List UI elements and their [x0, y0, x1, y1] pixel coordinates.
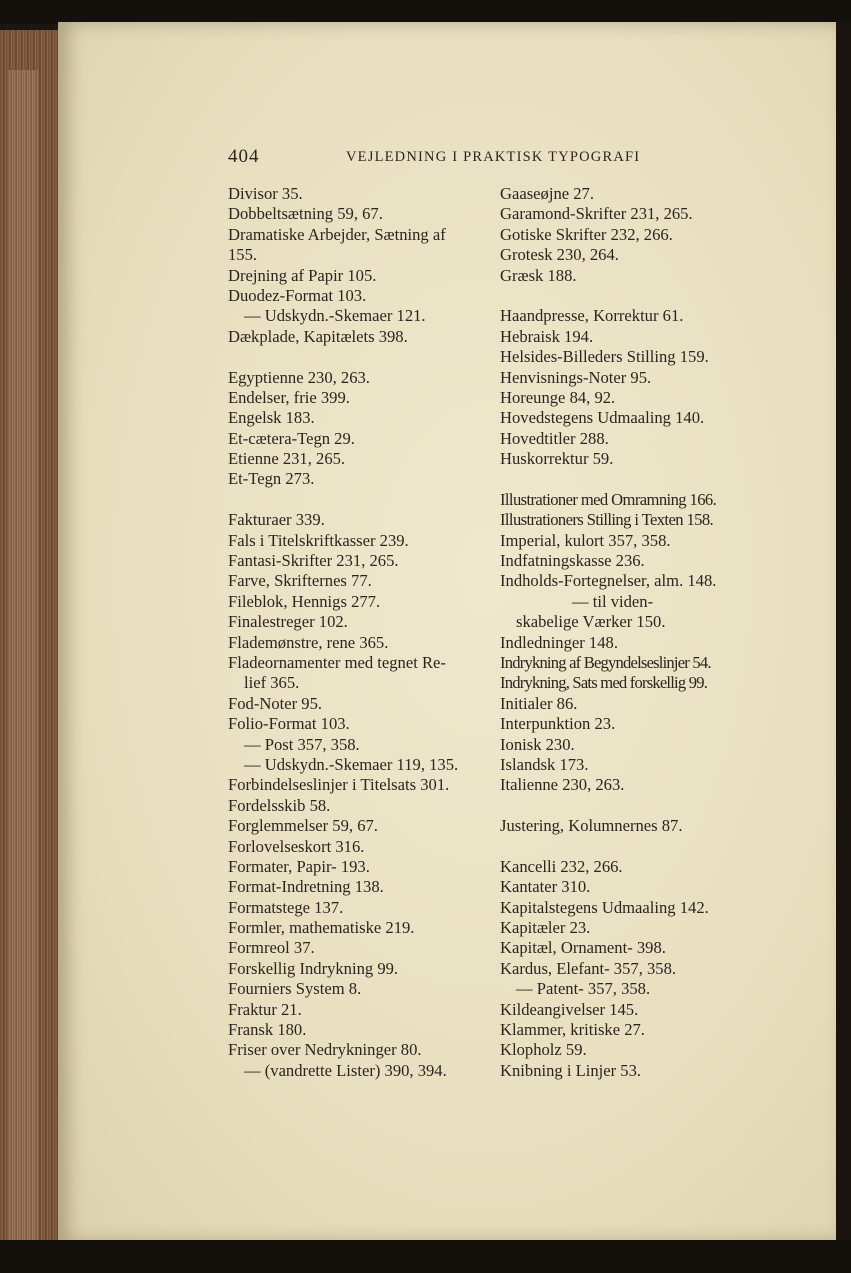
index-entry: Indrykning af Begyndelseslinjer 54. — [500, 652, 711, 672]
section-gap — [228, 347, 483, 367]
section-gap — [500, 469, 755, 489]
index-entry: Kapitæler 23. — [500, 918, 591, 938]
index-subentry: — Patent- 357, 358. — [516, 979, 651, 999]
index-entry: Fraktur 21. — [228, 999, 302, 1019]
index-entry: Forskellig Indrykning 99. — [228, 958, 399, 978]
index-entry: Italienne 230, 263. — [500, 775, 625, 795]
index-entry: Fileblok, Hennigs 277. — [228, 591, 381, 611]
index-entry: Dobbeltsætning 59, 67. — [228, 204, 383, 224]
index-entry: Farve, Skrifternes 77. — [228, 571, 372, 591]
index-entry: Duodez-Format 103. — [228, 285, 367, 305]
index-entry: Flademønstre, rene 365. — [228, 632, 389, 652]
section-gap — [228, 490, 483, 510]
index-entry: Islandsk 173. — [500, 754, 589, 774]
index-entry: Formater, Papir- 193. — [228, 856, 370, 876]
index-entry: Knibning i Linjer 53. — [500, 1060, 642, 1080]
index-entry: Fantasi-Skrifter 231, 265. — [228, 551, 399, 571]
index-column-right — [500, 184, 755, 1081]
index-entry: Gaaseøjne 27. — [500, 184, 594, 203]
index-entry: Etienne 231, 265. — [228, 449, 346, 469]
index-entry: Forlovelseskort 316. — [228, 836, 365, 856]
index-entry: Imperial, kulort 357, 358. — [500, 530, 671, 550]
index-entry: Et-cætera-Tegn 29. — [228, 428, 355, 448]
index-subentry: — Udskydn.-Skemaer 119, 135. — [244, 754, 459, 774]
index-entry: Finalestreger 102. — [228, 612, 348, 632]
index-entry: Fordelsskib 58. — [228, 795, 331, 815]
index-subentry: — til viden- — [572, 591, 654, 611]
index-entry: Dækplade, Kapitælets 398. — [228, 326, 408, 346]
index-entry: Kantater 310. — [500, 877, 591, 897]
index-entry: Formatstege 137. — [228, 897, 344, 917]
section-gap — [500, 286, 755, 306]
index-entry: Hebraisk 194. — [500, 326, 594, 346]
index-entry: Klammer, kritiske 27. — [500, 1020, 645, 1040]
section-gap — [500, 837, 755, 857]
index-entry: Endelser, frie 399. — [228, 387, 350, 407]
book-page-edges — [0, 30, 62, 1250]
index-entry: Horeunge 84, 92. — [500, 387, 616, 407]
index-entry: Ionisk 230. — [500, 734, 575, 754]
index-entry-continuation: skabelige Værker 150. — [516, 612, 666, 632]
index-entry: Divisor 35. — [228, 184, 303, 203]
index-entry: Initialer 86. — [500, 693, 578, 713]
index-entry: Et-Tegn 273. — [228, 469, 315, 489]
index-entry: Illustrationer med Omramning 166. — [500, 489, 717, 509]
index-subentry: — (vandrette Lister) 390, 394. — [244, 1060, 447, 1080]
index-entry: Hovedtitler 288. — [500, 428, 609, 448]
index-entry: Drejning af Papir 105. — [228, 265, 377, 285]
index-subentry: — Udskydn.-Skemaer 121. — [244, 306, 426, 326]
index-column-left — [228, 184, 483, 1081]
index-entry: Fakturaer 339. — [228, 510, 325, 530]
index-entry: Kapitæl, Ornament- 398. — [500, 938, 666, 958]
bottom-background — [0, 1240, 851, 1273]
index-entry: Huskorrektur 59. — [500, 449, 614, 469]
index-entry-continuation: lief 365. — [244, 673, 300, 693]
index-entry: Grotesk 230, 264. — [500, 245, 619, 265]
index-entry: Format-Indretning 138. — [228, 877, 384, 897]
index-entry: Justering, Kolumnernes 87. — [500, 816, 683, 836]
top-background — [0, 0, 851, 24]
index-entry: Fals i Titelskriftkasser 239. — [228, 530, 409, 550]
index-entry: Gotiske Skrifter 232, 266. — [500, 224, 673, 244]
index-entry: Indfatningskasse 236. — [500, 551, 645, 571]
index-subentry: — Post 357, 358. — [244, 734, 360, 754]
index-entry: Dramatiske Arbejder, Sætning af — [228, 224, 446, 244]
index-entry: Kildeangivelser 145. — [500, 999, 639, 1019]
page-number: 404 — [228, 146, 260, 167]
index-entry: Græsk 188. — [500, 265, 577, 285]
index-entry: Garamond-Skrifter 231, 265. — [500, 204, 693, 224]
index-entry: Illustrationers Stilling i Texten 158. — [500, 510, 714, 530]
index-entry: Friser over Nedrykninger 80. — [228, 1040, 422, 1060]
index-entry: Formler, mathematiske 219. — [228, 918, 415, 938]
index-entry: Forbindelseslinjer i Titelsats 301. — [228, 775, 450, 795]
page-header — [228, 146, 748, 170]
index-entry: Fladeornamenter med tegnet Re- — [228, 652, 446, 672]
section-gap — [500, 796, 755, 816]
index-entry: Indledninger 148. — [500, 632, 618, 652]
index-entry: Haandpresse, Korrektur 61. — [500, 306, 684, 326]
index-entry: Indrykning, Sats med forskellig 99. — [500, 673, 708, 693]
index-entry: Helsides-Billeders Stilling 159. — [500, 347, 709, 367]
index-entry: Formreol 37. — [228, 938, 315, 958]
index-entry: Fourniers System 8. — [228, 979, 362, 999]
index-entry: Forglemmelser 59, 67. — [228, 816, 378, 836]
index-entry: Engelsk 183. — [228, 408, 315, 428]
index-entry: Fransk 180. — [228, 1020, 307, 1040]
index-entry: Interpunktion 23. — [500, 714, 616, 734]
right-background — [836, 22, 851, 1242]
book-page-edges-inner — [8, 70, 38, 1265]
index-entry: Indholds-Fortegnelser, alm. 148. — [500, 571, 717, 591]
index-entry: Henvisnings-Noter 95. — [500, 367, 652, 387]
index-entry: Folio-Format 103. — [228, 714, 350, 734]
index-entry: Kancelli 232, 266. — [500, 856, 623, 876]
index-entry: Kardus, Elefant- 357, 358. — [500, 958, 677, 978]
index-entry: Hovedstegens Udmaaling 140. — [500, 408, 705, 428]
index-entry: 155. — [228, 245, 258, 265]
running-head: VEJLEDNING I PRAKTISK TYPOGRAFI — [346, 149, 641, 165]
index-entry: Kapitalstegens Udmaaling 142. — [500, 897, 709, 917]
index-entry: Egyptienne 230, 263. — [228, 367, 370, 387]
index-entry: Klopholz 59. — [500, 1040, 587, 1060]
index-entry: Fod-Noter 95. — [228, 693, 323, 713]
